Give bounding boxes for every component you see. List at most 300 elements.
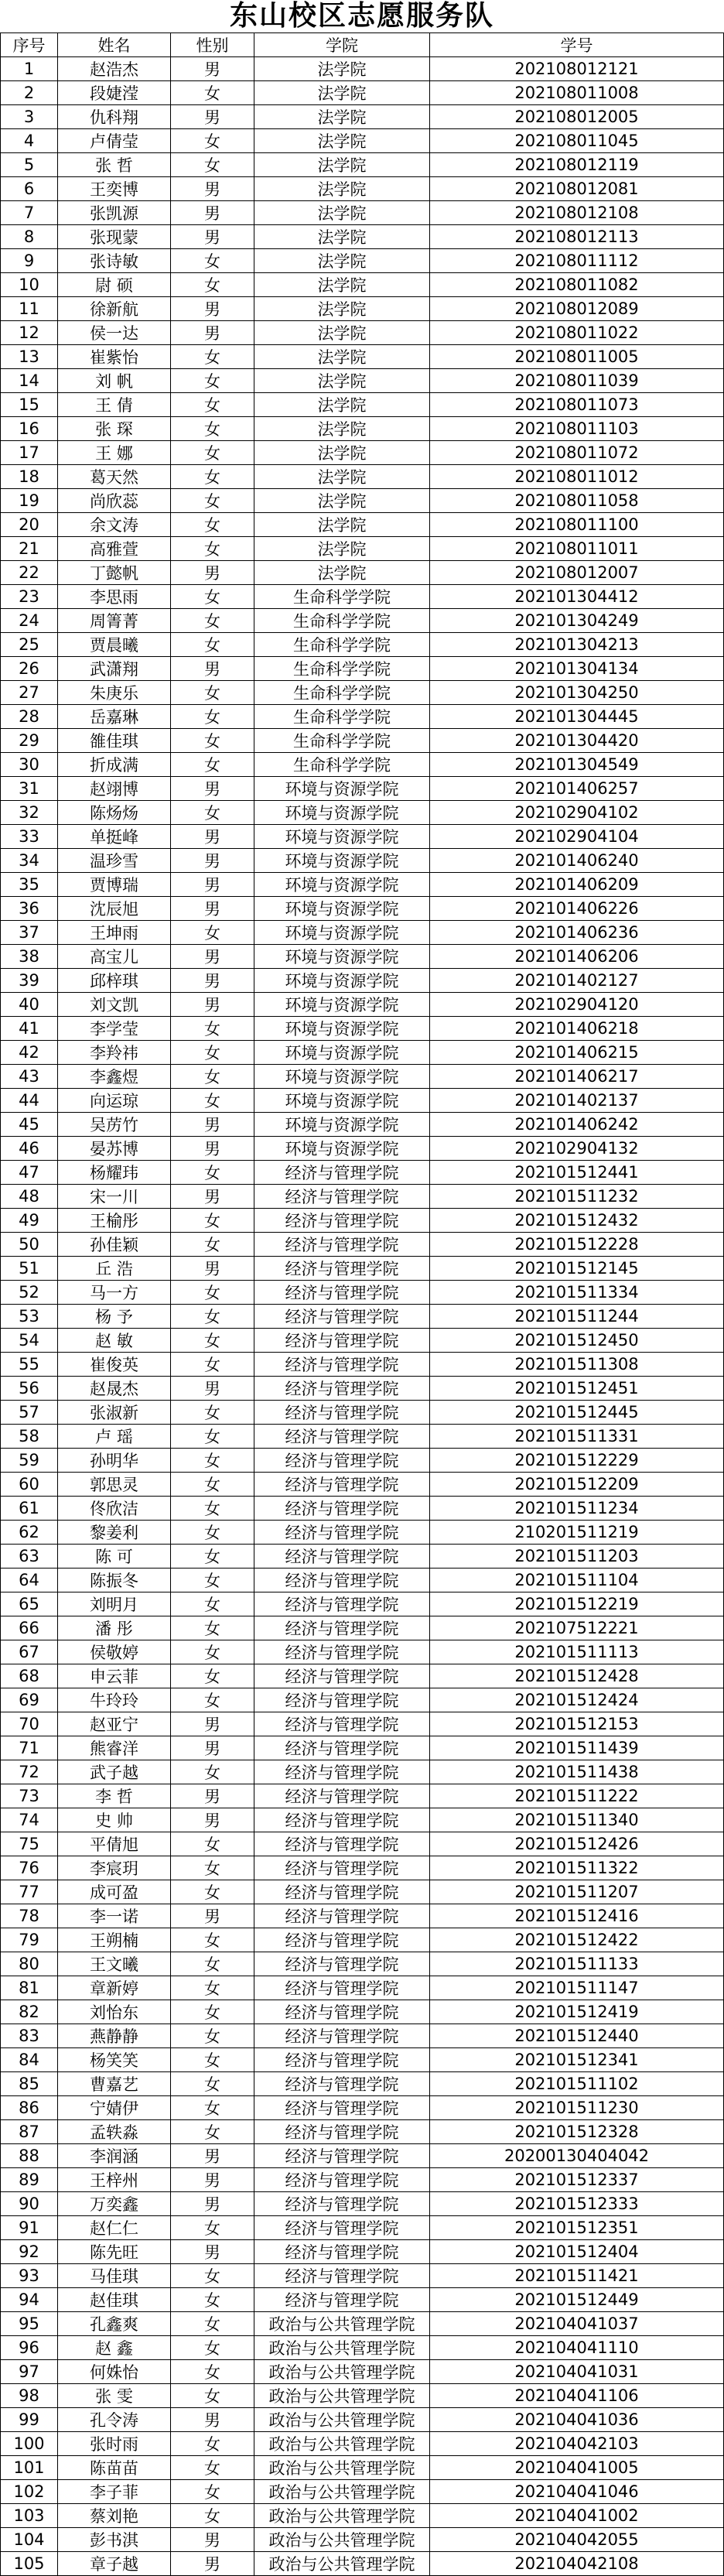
cell-index: 99 — [1, 2408, 58, 2432]
cell-index: 37 — [1, 921, 58, 945]
cell-index: 43 — [1, 1065, 58, 1089]
cell-gender: 女 — [171, 153, 254, 177]
cell-index: 41 — [1, 1017, 58, 1041]
cell-student-id: 202108011022 — [430, 321, 724, 345]
cell-gender: 男 — [171, 2408, 254, 2432]
cell-student-id: 202101304420 — [430, 729, 724, 753]
cell-college: 经济与管理学院 — [254, 1640, 430, 1664]
cell-college: 经济与管理学院 — [254, 1497, 430, 1521]
cell-gender: 女 — [171, 465, 254, 489]
cell-gender: 女 — [171, 1880, 254, 1904]
table-row — [1, 1233, 724, 1257]
cell-college: 经济与管理学院 — [254, 1473, 430, 1497]
table-row — [1, 1880, 724, 1904]
cell-college: 经济与管理学院 — [254, 1281, 430, 1305]
cell-gender: 女 — [171, 1041, 254, 1065]
cell-index: 9 — [1, 249, 58, 273]
table-row — [1, 1329, 724, 1353]
cell-student-id: 210201511219 — [430, 1521, 724, 1545]
cell-gender: 男 — [171, 297, 254, 321]
header-college: 学院 — [254, 33, 430, 57]
cell-name: 刘明月 — [58, 1592, 171, 1616]
cell-gender: 女 — [171, 2504, 254, 2528]
cell-name: 陈苗苗 — [58, 2456, 171, 2480]
table-row — [1, 2240, 724, 2264]
table-row — [1, 585, 724, 609]
table-row — [1, 2552, 724, 2576]
cell-index: 8 — [1, 225, 58, 249]
cell-gender: 女 — [171, 1497, 254, 1521]
cell-student-id: 202101512209 — [430, 1473, 724, 1497]
cell-student-id: 202101512228 — [430, 1233, 724, 1257]
cell-gender: 女 — [171, 2480, 254, 2504]
cell-student-id: 202101402137 — [430, 1089, 724, 1113]
cell-college: 法学院 — [254, 417, 430, 441]
table-row — [1, 897, 724, 921]
table-row — [1, 2168, 724, 2192]
cell-index: 98 — [1, 2384, 58, 2408]
table-row — [1, 393, 724, 417]
table-row — [1, 1449, 724, 1473]
cell-student-id: 202101511334 — [430, 1281, 724, 1305]
cell-name: 王文曦 — [58, 1952, 171, 1976]
cell-name: 王 娜 — [58, 441, 171, 465]
cell-student-id: 202101406218 — [430, 1017, 724, 1041]
cell-name: 杨耀玮 — [58, 1161, 171, 1185]
cell-college: 经济与管理学院 — [254, 2048, 430, 2072]
cell-student-id: 202101511104 — [430, 1569, 724, 1592]
cell-student-id: 202101511203 — [430, 1545, 724, 1569]
cell-college: 政治与公共管理学院 — [254, 2480, 430, 2504]
cell-gender: 女 — [171, 489, 254, 513]
page-title: 东山校区志愿服务队 — [229, 0, 494, 32]
cell-name: 赵仁仁 — [58, 2216, 171, 2240]
cell-student-id: 202101511113 — [430, 1640, 724, 1664]
table-row — [1, 1616, 724, 1640]
table-row — [1, 201, 724, 225]
cell-student-id: 202101512422 — [430, 1928, 724, 1952]
cell-index: 54 — [1, 1329, 58, 1353]
cell-name: 史 帅 — [58, 1808, 171, 1832]
table-row — [1, 969, 724, 993]
cell-gender: 女 — [171, 1521, 254, 1545]
cell-gender: 女 — [171, 1425, 254, 1449]
cell-student-id: 202101511244 — [430, 1305, 724, 1329]
cell-name: 折成满 — [58, 753, 171, 777]
table-row — [1, 1401, 724, 1425]
cell-index: 18 — [1, 465, 58, 489]
cell-gender: 女 — [171, 2432, 254, 2456]
table-header-row — [1, 33, 724, 57]
cell-name: 佟欣洁 — [58, 1497, 171, 1521]
cell-college: 环境与资源学院 — [254, 1137, 430, 1161]
cell-student-id: 202101512416 — [430, 1904, 724, 1928]
cell-college: 政治与公共管理学院 — [254, 2552, 430, 2576]
cell-name: 李羚祎 — [58, 1041, 171, 1065]
cell-name: 陈 可 — [58, 1545, 171, 1569]
cell-name: 高宝儿 — [58, 945, 171, 969]
cell-college: 法学院 — [254, 153, 430, 177]
cell-college: 生命科学学院 — [254, 585, 430, 609]
table-row — [1, 777, 724, 801]
cell-gender: 男 — [171, 1257, 254, 1281]
cell-college: 经济与管理学院 — [254, 1209, 430, 1233]
cell-name: 赵晟杰 — [58, 1377, 171, 1401]
cell-index: 5 — [1, 153, 58, 177]
table-row — [1, 2096, 724, 2120]
cell-index: 39 — [1, 969, 58, 993]
table-row — [1, 1209, 724, 1233]
cell-name: 马一方 — [58, 1281, 171, 1305]
table-row — [1, 1521, 724, 1545]
cell-index: 17 — [1, 441, 58, 465]
cell-college: 法学院 — [254, 465, 430, 489]
cell-gender: 女 — [171, 2024, 254, 2048]
cell-index: 29 — [1, 729, 58, 753]
table-row — [1, 153, 724, 177]
cell-name: 晏苏博 — [58, 1137, 171, 1161]
table-row — [1, 609, 724, 633]
cell-college: 政治与公共管理学院 — [254, 2384, 430, 2408]
cell-gender: 女 — [171, 1353, 254, 1377]
table-row — [1, 1017, 724, 1041]
table-row — [1, 225, 724, 249]
cell-index: 92 — [1, 2240, 58, 2264]
cell-gender: 女 — [171, 393, 254, 417]
cell-name: 仇科翔 — [58, 105, 171, 129]
table-row — [1, 561, 724, 585]
table-row — [1, 2480, 724, 2504]
cell-student-id: 202101511230 — [430, 2096, 724, 2120]
cell-college: 经济与管理学院 — [254, 1257, 430, 1281]
cell-index: 34 — [1, 849, 58, 873]
cell-college: 经济与管理学院 — [254, 1904, 430, 1928]
cell-name: 孙佳颖 — [58, 1233, 171, 1257]
cell-student-id: 202104041005 — [430, 2456, 724, 2480]
cell-gender: 男 — [171, 1904, 254, 1928]
cell-gender: 女 — [171, 2384, 254, 2408]
cell-index: 35 — [1, 873, 58, 897]
table-row — [1, 2144, 724, 2168]
cell-index: 40 — [1, 993, 58, 1017]
cell-gender: 女 — [171, 753, 254, 777]
cell-gender: 男 — [171, 825, 254, 849]
cell-gender: 女 — [171, 2288, 254, 2312]
cell-gender: 女 — [171, 1329, 254, 1353]
table-row — [1, 2216, 724, 2240]
cell-student-id: 202102904104 — [430, 825, 724, 849]
cell-index: 73 — [1, 1784, 58, 1808]
cell-college: 法学院 — [254, 129, 430, 153]
cell-name: 王梓州 — [58, 2168, 171, 2192]
cell-index: 53 — [1, 1305, 58, 1329]
cell-name: 贾晨曦 — [58, 633, 171, 657]
cell-college: 法学院 — [254, 345, 430, 369]
cell-student-id: 202101406206 — [430, 945, 724, 969]
cell-index: 31 — [1, 777, 58, 801]
cell-college: 法学院 — [254, 273, 430, 297]
cell-name: 余文涛 — [58, 513, 171, 537]
cell-index: 32 — [1, 801, 58, 825]
cell-college: 政治与公共管理学院 — [254, 2336, 430, 2360]
cell-gender: 女 — [171, 2312, 254, 2336]
cell-gender: 男 — [171, 1377, 254, 1401]
cell-index: 90 — [1, 2192, 58, 2216]
cell-student-id: 202108012089 — [430, 297, 724, 321]
cell-gender: 男 — [171, 2240, 254, 2264]
table-row — [1, 2120, 724, 2144]
cell-gender: 女 — [171, 2072, 254, 2096]
table-row — [1, 2528, 724, 2552]
cell-student-id: 202101511308 — [430, 1353, 724, 1377]
table-row — [1, 681, 724, 705]
table-row — [1, 1976, 724, 2000]
cell-gender: 女 — [171, 369, 254, 393]
cell-gender: 女 — [171, 1640, 254, 1664]
cell-student-id: 202101511340 — [430, 1808, 724, 1832]
cell-name: 卢 瑶 — [58, 1425, 171, 1449]
cell-index: 30 — [1, 753, 58, 777]
cell-name: 宋一川 — [58, 1185, 171, 1209]
cell-student-id: 202101512450 — [430, 1329, 724, 1353]
cell-index: 38 — [1, 945, 58, 969]
cell-index: 69 — [1, 1688, 58, 1712]
cell-name: 马佳琪 — [58, 2264, 171, 2288]
cell-gender: 男 — [171, 561, 254, 585]
cell-gender: 女 — [171, 729, 254, 753]
cell-gender: 女 — [171, 2456, 254, 2480]
cell-index: 48 — [1, 1185, 58, 1209]
table-row — [1, 2072, 724, 2096]
table-row — [1, 1736, 724, 1760]
cell-college: 法学院 — [254, 537, 430, 561]
cell-college: 生命科学学院 — [254, 729, 430, 753]
header-student-id: 学号 — [430, 33, 724, 57]
cell-gender: 男 — [171, 321, 254, 345]
cell-student-id: 202101406215 — [430, 1041, 724, 1065]
cell-student-id: 202101511322 — [430, 1856, 724, 1880]
cell-name: 张淑新 — [58, 1401, 171, 1425]
cell-index: 56 — [1, 1377, 58, 1401]
cell-college: 经济与管理学院 — [254, 1425, 430, 1449]
cell-gender: 男 — [171, 57, 254, 81]
table-row — [1, 2264, 724, 2288]
cell-name: 李鑫煜 — [58, 1065, 171, 1089]
header-name: 姓名 — [58, 33, 171, 57]
cell-gender: 女 — [171, 417, 254, 441]
cell-college: 法学院 — [254, 249, 430, 273]
cell-college: 经济与管理学院 — [254, 1784, 430, 1808]
cell-gender: 女 — [171, 921, 254, 945]
table-row — [1, 1688, 724, 1712]
cell-gender: 女 — [171, 2216, 254, 2240]
cell-student-id: 202101406236 — [430, 921, 724, 945]
cell-index: 103 — [1, 2504, 58, 2528]
cell-student-id: 202101406217 — [430, 1065, 724, 1089]
cell-index: 71 — [1, 1736, 58, 1760]
cell-college: 经济与管理学院 — [254, 1185, 430, 1209]
cell-student-id: 202104041037 — [430, 2312, 724, 2336]
cell-college: 经济与管理学院 — [254, 1832, 430, 1856]
table-row — [1, 1185, 724, 1209]
cell-student-id: 202101512333 — [430, 2192, 724, 2216]
cell-index: 27 — [1, 681, 58, 705]
cell-index: 97 — [1, 2360, 58, 2384]
cell-gender: 男 — [171, 1784, 254, 1808]
table-row — [1, 2408, 724, 2432]
cell-gender: 男 — [171, 993, 254, 1017]
cell-name: 吴苈竹 — [58, 1113, 171, 1137]
cell-index: 3 — [1, 105, 58, 129]
table-row — [1, 1640, 724, 1664]
cell-gender: 女 — [171, 441, 254, 465]
table-row — [1, 1856, 724, 1880]
cell-gender: 女 — [171, 1664, 254, 1688]
table-row — [1, 1952, 724, 1976]
cell-index: 96 — [1, 2336, 58, 2360]
cell-name: 陈炀炀 — [58, 801, 171, 825]
table-row — [1, 417, 724, 441]
cell-index: 51 — [1, 1257, 58, 1281]
table-row — [1, 345, 724, 369]
cell-gender: 女 — [171, 1569, 254, 1592]
cell-name: 侯一达 — [58, 321, 171, 345]
cell-student-id: 202108012081 — [430, 177, 724, 201]
cell-college: 法学院 — [254, 393, 430, 417]
header-index: 序号 — [1, 33, 58, 57]
table-row — [1, 1784, 724, 1808]
cell-gender: 女 — [171, 609, 254, 633]
cell-gender: 男 — [171, 849, 254, 873]
cell-name: 张 哲 — [58, 153, 171, 177]
cell-college: 经济与管理学院 — [254, 1712, 430, 1736]
cell-name: 蔡刘艳 — [58, 2504, 171, 2528]
table-body — [1, 57, 724, 2576]
cell-index: 26 — [1, 657, 58, 681]
cell-gender: 女 — [171, 513, 254, 537]
cell-index: 33 — [1, 825, 58, 849]
cell-index: 66 — [1, 1616, 58, 1640]
cell-college: 经济与管理学院 — [254, 2144, 430, 2168]
cell-index: 45 — [1, 1113, 58, 1137]
cell-student-id: 202101512337 — [430, 2168, 724, 2192]
cell-index: 80 — [1, 1952, 58, 1976]
cell-gender: 男 — [171, 1736, 254, 1760]
cell-college: 经济与管理学院 — [254, 1305, 430, 1329]
cell-college: 法学院 — [254, 489, 430, 513]
cell-gender: 女 — [171, 1928, 254, 1952]
table-row — [1, 537, 724, 561]
cell-name: 刘文凯 — [58, 993, 171, 1017]
cell-gender: 女 — [171, 81, 254, 105]
cell-college: 环境与资源学院 — [254, 1065, 430, 1089]
cell-college: 法学院 — [254, 201, 430, 225]
cell-student-id: 202108011100 — [430, 513, 724, 537]
cell-student-id: 202108012007 — [430, 561, 724, 585]
cell-index: 62 — [1, 1521, 58, 1545]
cell-name: 郭思灵 — [58, 1473, 171, 1497]
table-row — [1, 1137, 724, 1161]
cell-college: 经济与管理学院 — [254, 1353, 430, 1377]
cell-gender: 女 — [171, 1760, 254, 1784]
cell-student-id: 202108011008 — [430, 81, 724, 105]
cell-name: 杨笑笑 — [58, 2048, 171, 2072]
cell-college: 经济与管理学院 — [254, 2072, 430, 2096]
table-row — [1, 1832, 724, 1856]
cell-gender: 女 — [171, 1856, 254, 1880]
cell-student-id: 202101512440 — [430, 2024, 724, 2048]
table-row — [1, 1305, 724, 1329]
cell-student-id: 202101512328 — [430, 2120, 724, 2144]
cell-name: 章子越 — [58, 2552, 171, 2576]
cell-name: 牛玲玲 — [58, 1688, 171, 1712]
cell-gender: 男 — [171, 2168, 254, 2192]
cell-index: 85 — [1, 2072, 58, 2096]
table-row — [1, 705, 724, 729]
cell-gender: 女 — [171, 1281, 254, 1305]
table-row — [1, 2312, 724, 2336]
table-row — [1, 729, 724, 753]
cell-gender: 女 — [171, 1161, 254, 1185]
table-row — [1, 57, 724, 81]
cell-college: 经济与管理学院 — [254, 1377, 430, 1401]
cell-student-id: 202101304250 — [430, 681, 724, 705]
cell-index: 1 — [1, 57, 58, 81]
cell-student-id: 202101512432 — [430, 1209, 724, 1233]
cell-name: 李宸玥 — [58, 1856, 171, 1880]
cell-name: 宁婧伊 — [58, 2096, 171, 2120]
cell-student-id: 202101511232 — [430, 1185, 724, 1209]
cell-name: 黎姜利 — [58, 1521, 171, 1545]
table-row — [1, 2360, 724, 2384]
cell-college: 法学院 — [254, 81, 430, 105]
cell-college: 法学院 — [254, 297, 430, 321]
cell-name: 赵浩杰 — [58, 57, 171, 81]
cell-index: 57 — [1, 1401, 58, 1425]
cell-student-id: 202108011073 — [430, 393, 724, 417]
cell-student-id: 202108011039 — [430, 369, 724, 393]
cell-college: 政治与公共管理学院 — [254, 2456, 430, 2480]
cell-name: 丘 浩 — [58, 1257, 171, 1281]
cell-name: 刘怡东 — [58, 2000, 171, 2024]
cell-college: 经济与管理学院 — [254, 1664, 430, 1688]
cell-index: 58 — [1, 1425, 58, 1449]
table-row — [1, 1113, 724, 1137]
cell-index: 16 — [1, 417, 58, 441]
header-gender: 性别 — [171, 33, 254, 57]
cell-name: 武子越 — [58, 1760, 171, 1784]
table-row — [1, 2336, 724, 2360]
cell-name: 万奕鑫 — [58, 2192, 171, 2216]
cell-name: 周箐菁 — [58, 609, 171, 633]
cell-college: 经济与管理学院 — [254, 1569, 430, 1592]
cell-name: 沈辰旭 — [58, 897, 171, 921]
cell-college: 经济与管理学院 — [254, 1592, 430, 1616]
cell-college: 经济与管理学院 — [254, 2096, 430, 2120]
cell-index: 72 — [1, 1760, 58, 1784]
table-row — [1, 1089, 724, 1113]
cell-college: 环境与资源学院 — [254, 777, 430, 801]
table-row — [1, 945, 724, 969]
cell-name: 曹嘉艺 — [58, 2072, 171, 2096]
cell-college: 法学院 — [254, 441, 430, 465]
cell-college: 生命科学学院 — [254, 633, 430, 657]
cell-index: 100 — [1, 2432, 58, 2456]
cell-student-id: 202108011082 — [430, 273, 724, 297]
cell-student-id: 202101512441 — [430, 1161, 724, 1185]
cell-name: 张 琛 — [58, 417, 171, 441]
cell-name: 丁懿帆 — [58, 561, 171, 585]
